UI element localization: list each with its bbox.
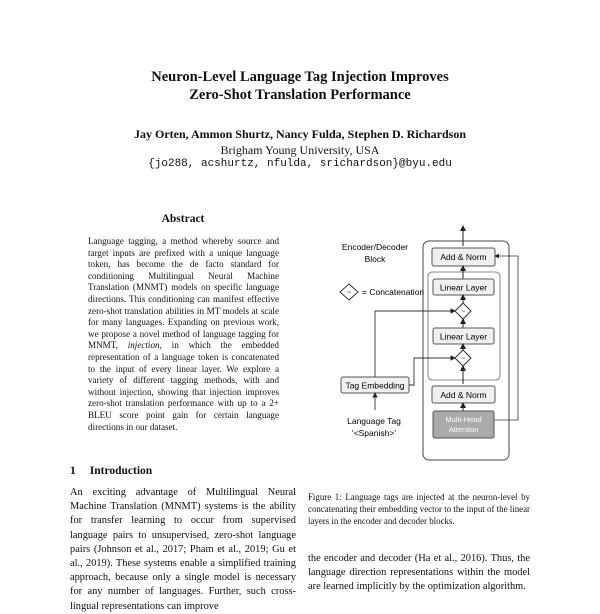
language-tag-line-1: Language Tag [347, 416, 401, 426]
concat-node-1-symbol: ~ [460, 308, 466, 316]
concat-node-2-symbol: ~ [460, 355, 466, 363]
figure-caption: Figure 1: Language tags are injected at the neuron-level by concatenating their embedding vector to the input of the linear layers in the encoder and decoder blocks. [308, 492, 530, 526]
legend-symbol: ~ [346, 289, 352, 297]
block-label-line-2: Block [364, 254, 386, 264]
add-norm-top-label: Add & Norm [440, 252, 487, 262]
author-emails: {jo288, acshurtz, nfulda, srichardson}@byu.edu [148, 158, 452, 170]
add-norm-bottom-label: Add & Norm [440, 390, 487, 400]
abstract-text-italic: injection [127, 340, 160, 351]
author-list: Jay Orten, Ammon Shurtz, Nancy Fulda, Stephen D. Richardson [133, 127, 467, 141]
introduction-text: An exciting advantage of Multilingual Neural Machine Translation (MNMT) systems is the ability for transfer learning to occur from supervised language pairs to unsupervised, zero-shot language pairs (Johnson et al., 2017; Pham et al., 2019; Gu et al., 2019). These systems enable a simplified training approach, because only a single model is necessary for any number of languages. Further, such cross-lingual representations can improve [70, 487, 296, 612]
tag-embedding-label: Tag Embedding [345, 380, 405, 391]
abstract-text-part-1: Language tagging, a method whereby source and target inputs are prefixed with a unique language token, has become the de facto standard for conditioning Multilingual Neural Machine Translation (MNMT) models on specific language directions. This conditioning can manifest effective zero-shot translation abilities in MT models at scale for many languages. Expanding on previous work, we propose a novel method of language tagging for MNMT, [88, 236, 279, 351]
linear-layer-1-label: Linear Layer [439, 282, 488, 293]
abstract-text-part-2: , in which the embedded representation of a language token is concatenated to the input of every linear layer. We explore a variety of different tagging methods, with and without injection, showing that injection improves zero-shot translation performance with up to a 2+ BLEU score point gain for certain language directions in our dataset. [88, 340, 279, 432]
title-line-2: Zero-Shot Translation Performance [189, 87, 411, 103]
right-column-text: the encoder and decoder (Ha et al., 2016). Thus, the language direction representations within the model are learned implicitly by the optimization algorithm. [308, 553, 530, 593]
section-number: 1 [70, 465, 76, 477]
block-label-line-1: Encoder/Decoder [341, 242, 409, 252]
language-tag-line-2: '<Spanish>' [352, 428, 396, 438]
abstract-heading: Abstract [161, 213, 205, 225]
attention-label-line-2: Attention [448, 425, 479, 434]
legend-label: = Concatenation [362, 287, 425, 297]
affiliation: Brigham Young University, USA [220, 143, 380, 157]
section-title: Introduction [89, 465, 153, 477]
title-line-1: Neuron-Level Language Tag Injection Improves [151, 69, 449, 85]
tag-to-concat-2 [409, 358, 455, 385]
attention-label-line-1: Multi-Head [445, 415, 482, 424]
linear-layer-2-label: Linear Layer [439, 331, 488, 342]
